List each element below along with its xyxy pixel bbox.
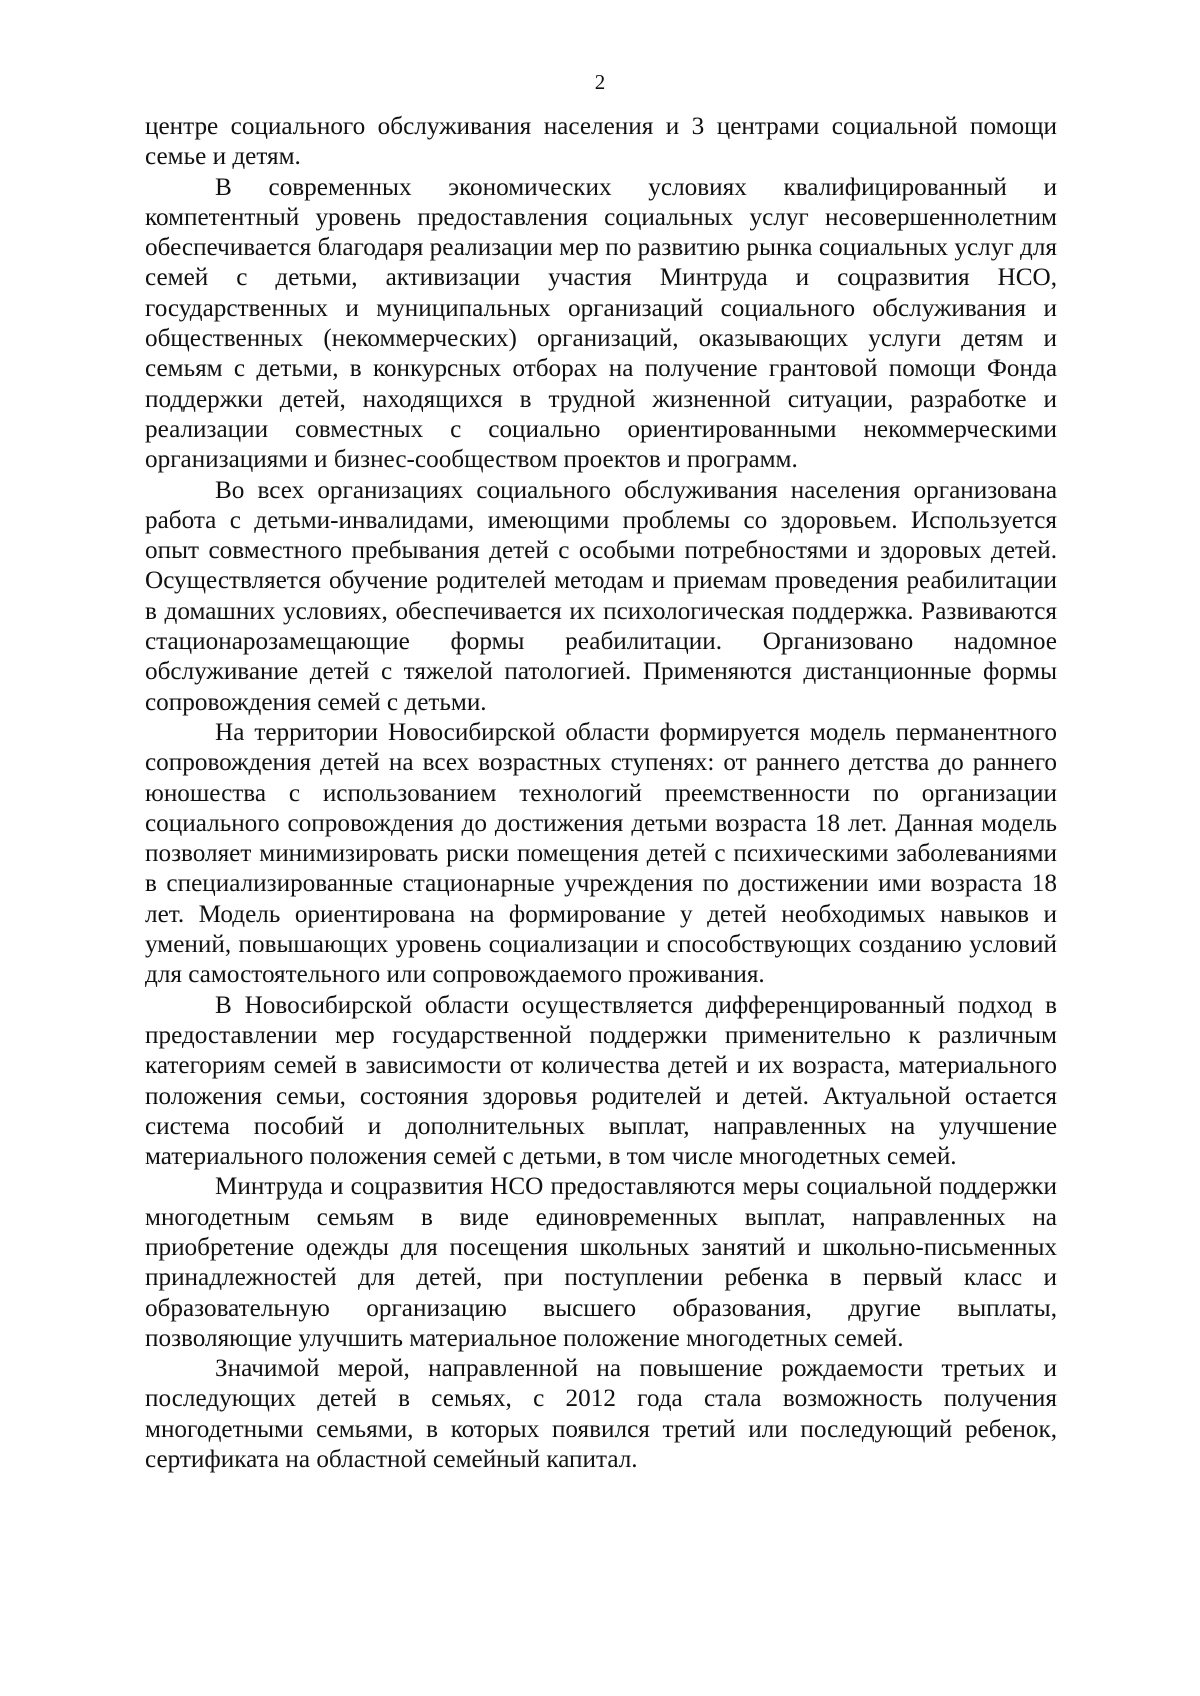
paragraph-permanent-support-model: На территории Новосибирской области формируется модель перманентного сопровождения детей на всех возрастных ступенях: от раннего детства до раннего юношества с использованием технологий преемственности по организации социального сопровождения до достижения детьми возраста 18 лет. Данная модель позволяет минимизировать риски помещения детей с психическими заболеваниями в специализированные стационарные учреждения по достижении ими возраста 18 лет. Модель ориентирована на формирование у детей необходимых навыков и умений, повышающих уровень социализации и способствующих созданию условий для самостоятельного или сопровождаемого проживания. — [145, 718, 1057, 989]
paragraph-differentiated-approach: В Новосибирской области осуществляется дифференцированный подход в предоставлении мер государственной поддержки применительно к различным категориям семей в зависимости от количества детей и их возраста, материального положения семьи, состояния здоровья родителей и детей. Актуальной остается система пособий и дополнительных выплат, направленных на улучшение материального положения семей с детьми, в том числе многодетных семей. — [145, 991, 1057, 1171]
paragraph-large-family-support: Минтруда и соцразвития НСО предоставляются меры социальной поддержки многодетным семьям в виде единовременных выплат, направленных на приобретение одежды для посещения школьных занятий и школьно-письменных принадлежностей для детей, при поступлении ребенка в первый класс и образовательную организацию высшего образования, другие выплаты, позволяющие улучшить материальное положение многодетных семей. — [145, 1173, 1057, 1352]
document-body — [145, 112, 1057, 1475]
paragraph-social-services-market: В современных экономических условиях квалифицированный и компетентный уровень предоставления социальных услуг несовершеннолетним обеспечивается благодаря реализации мер по развитию рынка социальных услуг для семей с детьми, активизации участия Минтруда и соцразвития НСО, государственных и муниципальных организаций социального обслуживания и общественных (некоммерческих) организаций, оказывающих услуги детям и семьям с детьми, в конкурсных отборах на получение грантовой помощи Фонда поддержки детей, находящихся в трудной жизненной ситуации, разработке и реализации совместных с социально ориентированными некоммерческими организациями и бизнес-сообществом проектов и программ. — [145, 173, 1057, 474]
paragraph-disabled-children: Во всех организациях социального обслуживания населения организована работа с детьми-инвалидами, имеющими проблемы со здоровьем. Используется опыт совместного пребывания детей с особыми потребностями и здоровых детей. Осуществляется обучение родителей методам и приемам проведения реабилитации в домашних условиях, обеспечивается их психологическая поддержка. Развиваются стационарозамещающие формы реабилитации. Организовано надомное обслуживание детей с тяжелой патологией. Применяются дистанционные формы сопровождения семей с детьми. — [145, 476, 1057, 716]
paragraph-family-capital: Значимой мерой, направленной на повышение рождаемости третьих и последующих детей в семьях, с 2012 года стала возможность получения многодетными семьями, в которых появился третий или последующий ребенок, сертификата на областной семейный капитал. — [145, 1355, 1057, 1474]
page-number: 2 — [594, 70, 606, 94]
paragraph-continuation: центре социального обслуживания населения и 3 центрами социальной помощи семье и детям. — [145, 113, 1057, 171]
